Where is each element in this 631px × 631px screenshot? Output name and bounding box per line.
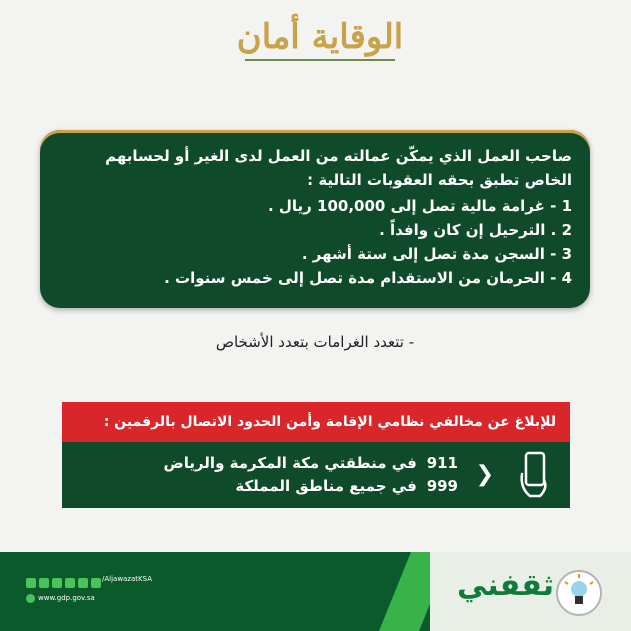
chevron-icon: ❮ (475, 462, 494, 487)
report-number-999[interactable]: 999 (426, 477, 458, 495)
at-icon[interactable] (91, 578, 101, 588)
penalty-item-1: 1 - غرامة مالية تصل إلى 100,000 ريال . (267, 197, 572, 215)
report-line-2 (164, 475, 458, 498)
penalty-item-3: 3 - السجن مدة تصل إلى ستة أشهر . (301, 245, 572, 263)
twitter-icon[interactable] (65, 578, 75, 588)
logo-text: الوقاية أمان (236, 17, 404, 57)
report-title-bar (62, 402, 570, 442)
website-link[interactable]: www.gdp.gov.sa (38, 594, 95, 602)
lightbulb-icon (556, 570, 602, 616)
report-number-911[interactable]: 911 (426, 454, 458, 472)
penalties-list (58, 194, 572, 290)
globe-icon (26, 594, 35, 603)
report-panel (62, 442, 570, 508)
report-line-1-text: في منطقتي مكة المكرمة والرياض (163, 454, 417, 472)
brand-logo (440, 566, 610, 624)
instagram-icon[interactable] (78, 578, 88, 588)
report-line-2-text: في جميع مناطق المملكة (235, 477, 417, 495)
snapchat-icon[interactable] (26, 578, 36, 588)
penalty-item-4: 4 - الحرمان من الاستقدام مدة تصل إلى خمس سنوات . (164, 269, 572, 287)
logo-underline (245, 59, 395, 61)
fines-note: - تتعدد الغرامات بتعدد الأشخاص (215, 333, 415, 351)
report-numbers (164, 452, 458, 498)
penalties-card (40, 130, 590, 308)
social-icons (26, 578, 101, 588)
facebook-icon[interactable] (39, 578, 49, 588)
brand-text: ثقفني (456, 568, 554, 603)
phone-icon (518, 450, 552, 500)
penalty-item-2: 2 . الترحيل إن كان وافداً . (379, 221, 572, 239)
penalties-intro: صاحب العمل الذي يمكّن عمالته من العمل لدى الغير أو لحسابهم الخاص تطبق بحقه العقوبات التالية : (105, 147, 572, 189)
youtube-icon[interactable] (52, 578, 62, 588)
logo (225, 6, 415, 72)
report-line-1 (164, 452, 458, 475)
social-handle[interactable]: /AljawazatKSA (102, 575, 153, 583)
report-title: للإبلاغ عن مخالفي نظامي الإقامة وأمن الحدود الاتصال بالرقمين : (103, 414, 556, 430)
